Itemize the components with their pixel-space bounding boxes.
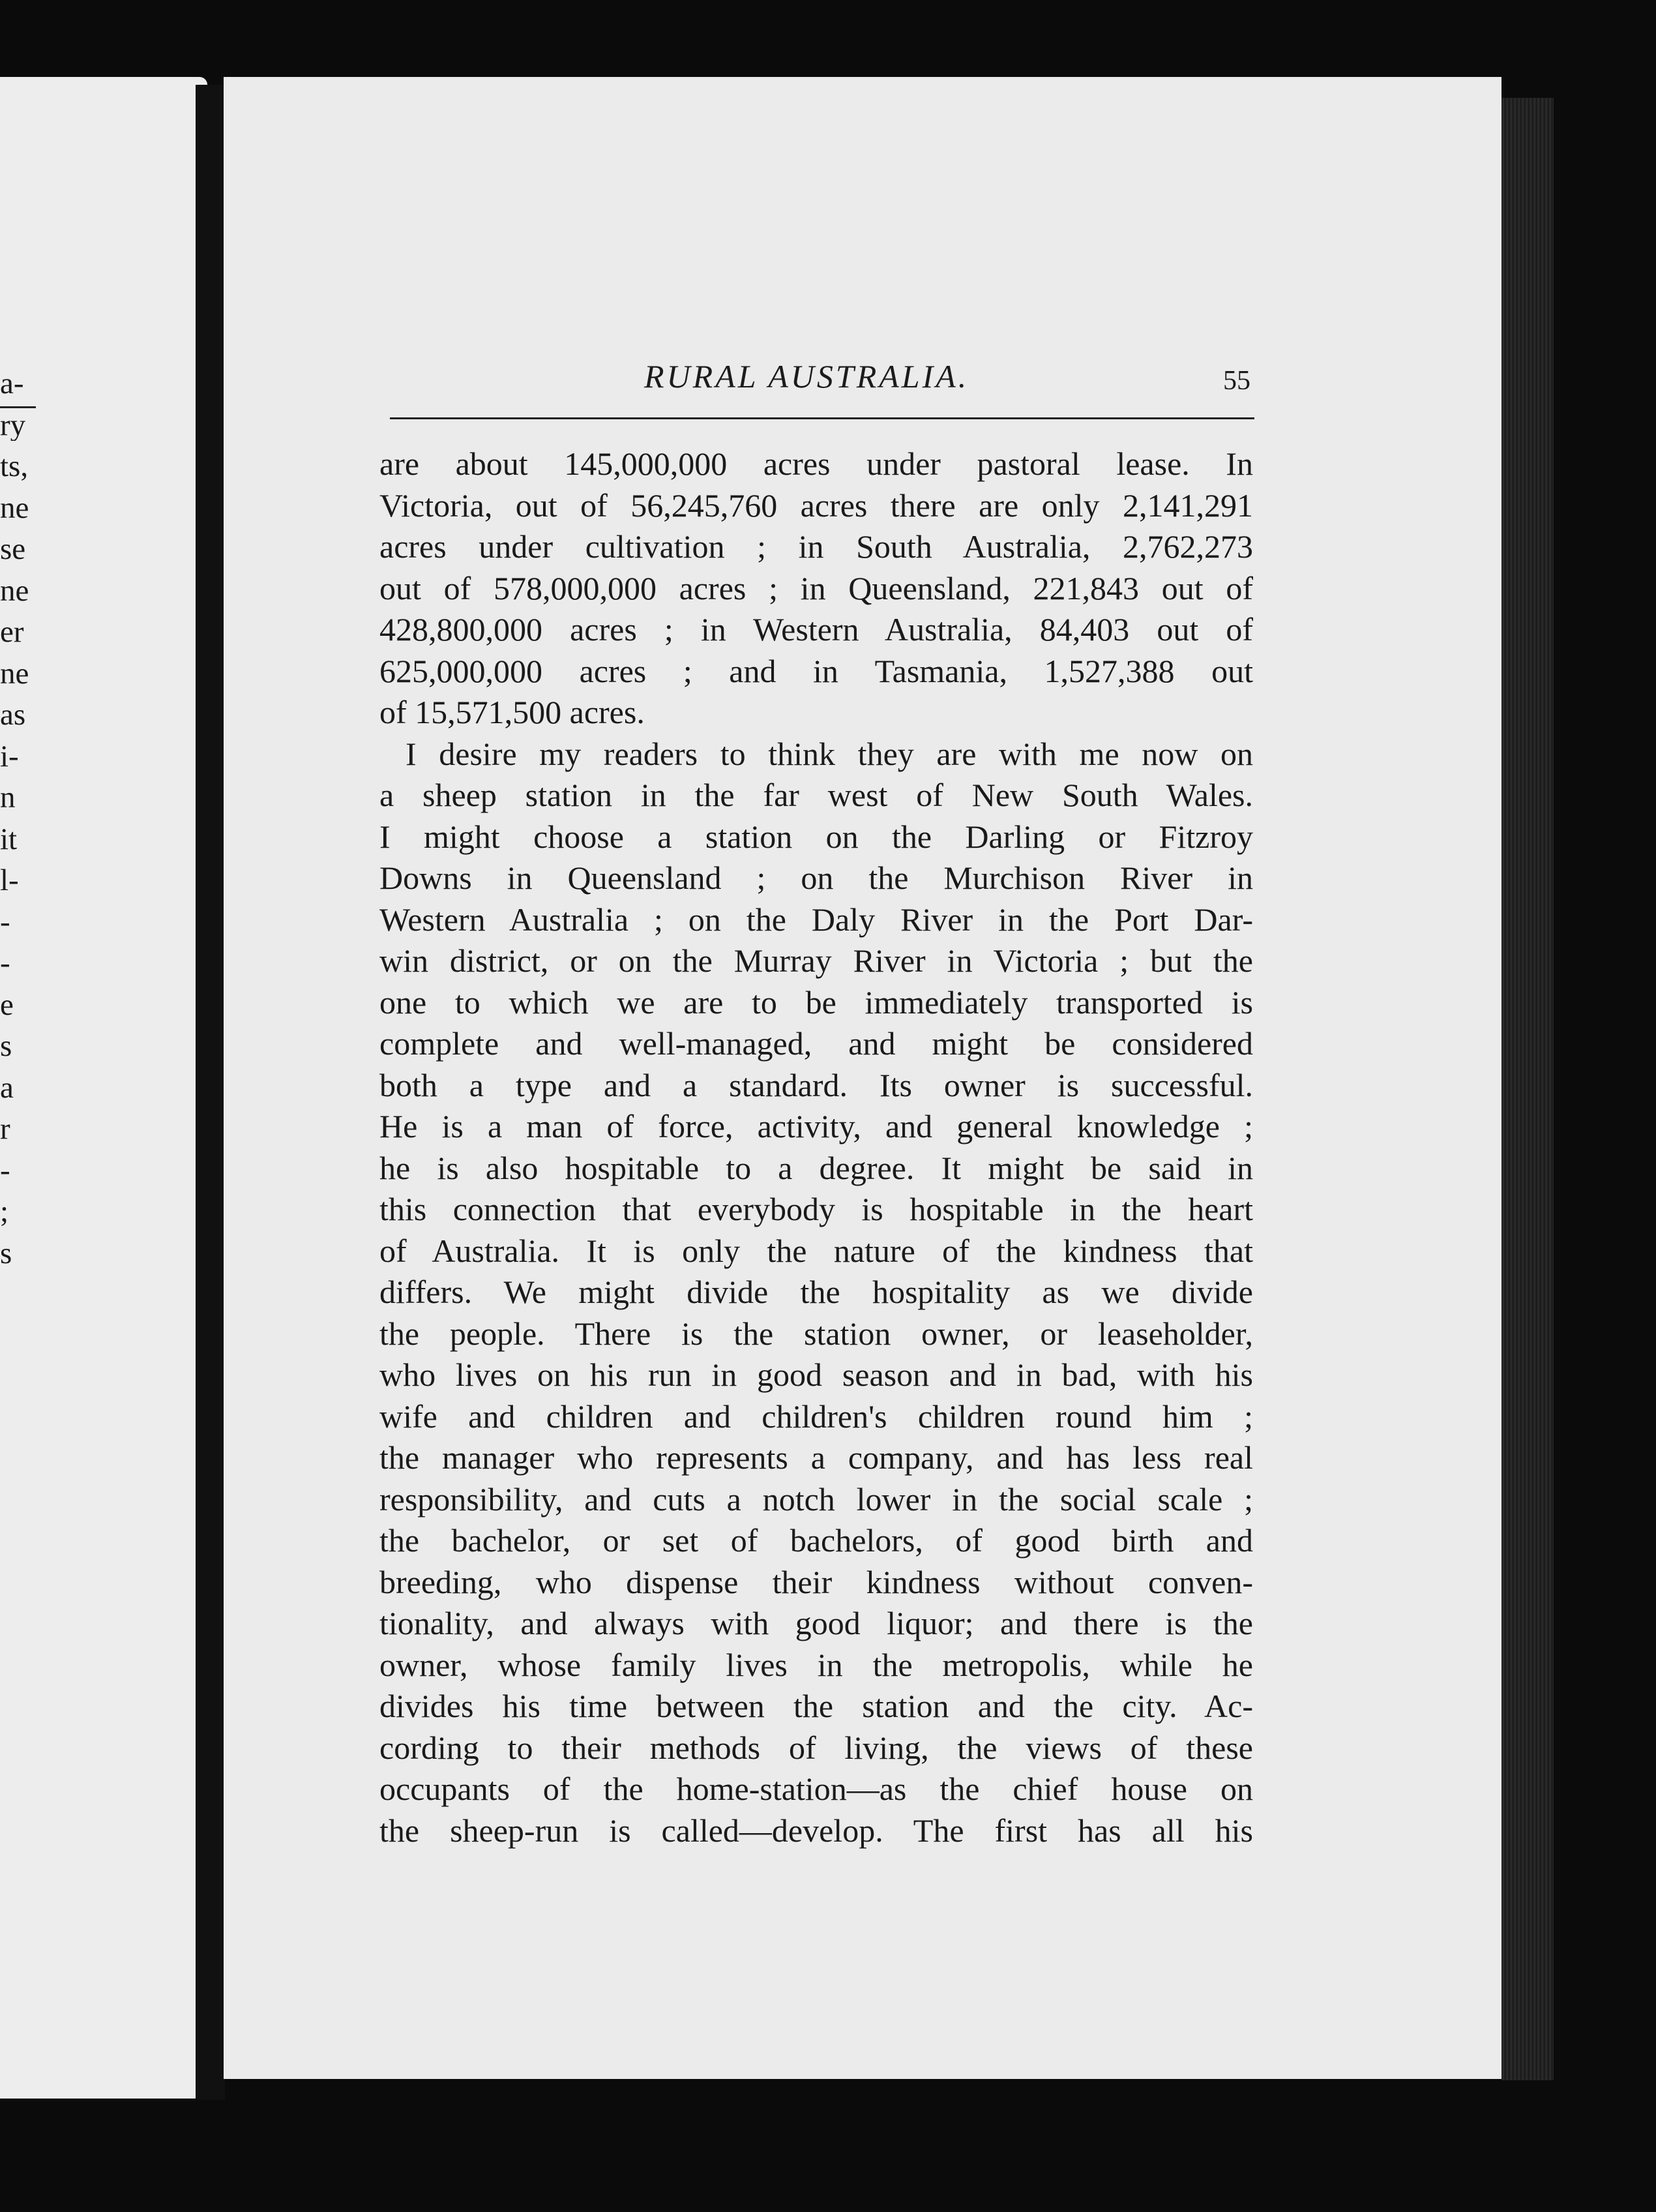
text-line: 625,000,000 acres ; and in Tasmania, 1,527,388 out <box>379 652 1253 689</box>
left-page-fragment-line: er <box>0 617 24 648</box>
text-line: this connection that everybody is hospitable in the heart <box>379 1191 1253 1227</box>
left-page-fragment-line: ne <box>0 492 29 524</box>
left-page-fragment-line: ; <box>0 1197 9 1227</box>
left-page-rule <box>0 406 36 408</box>
text-line: who lives on his run in good season and in bad, with his <box>379 1356 1253 1393</box>
left-page-fragment-line: n <box>0 783 16 813</box>
text-line: a sheep station in the far west of New South Wales. <box>379 777 1253 813</box>
text-line: breeding, who dispense their kindness without conven- <box>379 1563 1253 1600</box>
text-line: Downs in Queensland ; on the Murchison River in <box>379 859 1253 896</box>
text-line: Western Australia ; on the Daly River in the Port Dar- <box>379 901 1253 938</box>
page-number: 55 <box>1223 366 1250 396</box>
text-line: both a type and a standard. Its owner is successful. <box>379 1066 1253 1103</box>
left-page-fragment-line: ts, <box>0 451 29 482</box>
text-line: complete and well-managed, and might be considered <box>379 1025 1253 1062</box>
left-page-fragment-line: i- <box>0 741 19 772</box>
text-line: differs. We might divide the hospitality as we divide <box>379 1274 1253 1310</box>
text-line: out of 578,000,000 acres ; in Queensland, 221,843 out of <box>379 569 1253 606</box>
left-page-fragment-line: r <box>0 1114 10 1144</box>
text-line: He is a man of force, activity, and general knowledge ; <box>379 1108 1253 1144</box>
left-page-fragment-line: it <box>0 824 18 855</box>
left-page-fragment-line: a <box>0 1072 14 1103</box>
left-page-fragment-line: ne <box>0 575 29 606</box>
book-gutter <box>196 85 225 2100</box>
text-line: of Australia. It is only the nature of the kindness that <box>379 1232 1253 1269</box>
left-page-fragment-line: a- <box>0 368 24 399</box>
text-line: owner, whose family lives in the metropolis, while he <box>379 1646 1253 1683</box>
text-line: responsibility, and cuts a notch lower in the social scale ; <box>379 1480 1253 1517</box>
left-page-fragment-line: - <box>0 948 10 979</box>
left-page-fragment <box>0 77 207 2099</box>
text-line: the manager who represents a company, and has less real <box>379 1439 1253 1476</box>
header-rule <box>390 417 1254 419</box>
left-page-fragment-line: s <box>0 1031 12 1062</box>
text-line: acres under cultivation ; in South Australia, 2,762,273 <box>379 528 1253 565</box>
text-line: I desire my readers to think they are with me now on <box>406 735 1253 772</box>
text-line: win district, or on the Murray River in Victoria ; but the <box>379 942 1253 979</box>
text-line: of 15,571,500 acres. <box>379 694 645 730</box>
text-line: cording to their methods of living, the views of these <box>379 1729 1253 1766</box>
left-page-fragment-line: ry <box>0 410 26 441</box>
left-page-fragment-line: e <box>0 989 14 1021</box>
text-line: Victoria, out of 56,245,760 acres there are only 2,141,291 <box>379 486 1253 524</box>
text-line: tionality, and always with good liquor; and there is the <box>379 1605 1253 1641</box>
running-head: RURAL AUSTRALIA. <box>644 358 969 395</box>
left-page-fragment-line: as <box>0 700 26 730</box>
text-line: 428,800,000 acres ; in Western Australia, 84,403 out of <box>379 611 1253 648</box>
text-line: the bachelor, or set of bachelors, of good birth and <box>379 1522 1253 1559</box>
text-line: divides his time between the station and the city. Ac- <box>379 1688 1253 1724</box>
body-text <box>379 443 1253 1851</box>
text-line: occupants of the home-station—as the chief house on <box>379 1771 1253 1807</box>
text-line: the sheep-run is called—develop. The first has all his <box>379 1812 1253 1849</box>
text-line: are about 145,000,000 acres under pastoral lease. In <box>379 445 1253 482</box>
text-line: wife and children and children's children round him ; <box>379 1397 1253 1435</box>
text-line: one to which we are to be immediately transported is <box>379 983 1253 1021</box>
left-page-fragment-line: - <box>0 906 10 938</box>
left-page-fragment-line: s <box>0 1238 12 1269</box>
text-line: I might choose a station on the Darling or Fitzroy <box>379 818 1253 855</box>
page-edge <box>1501 98 1554 2080</box>
left-page-fragment-line: l- <box>0 865 19 896</box>
left-page-fragment-line: se <box>0 534 26 565</box>
left-page-fragment-line: - <box>0 1155 10 1186</box>
text-line: he is also hospitable to a degree. It might be said in <box>379 1149 1253 1186</box>
text-line: the people. There is the station owner, or leaseholder, <box>379 1315 1253 1352</box>
left-page-fragment-line: ne <box>0 658 29 689</box>
